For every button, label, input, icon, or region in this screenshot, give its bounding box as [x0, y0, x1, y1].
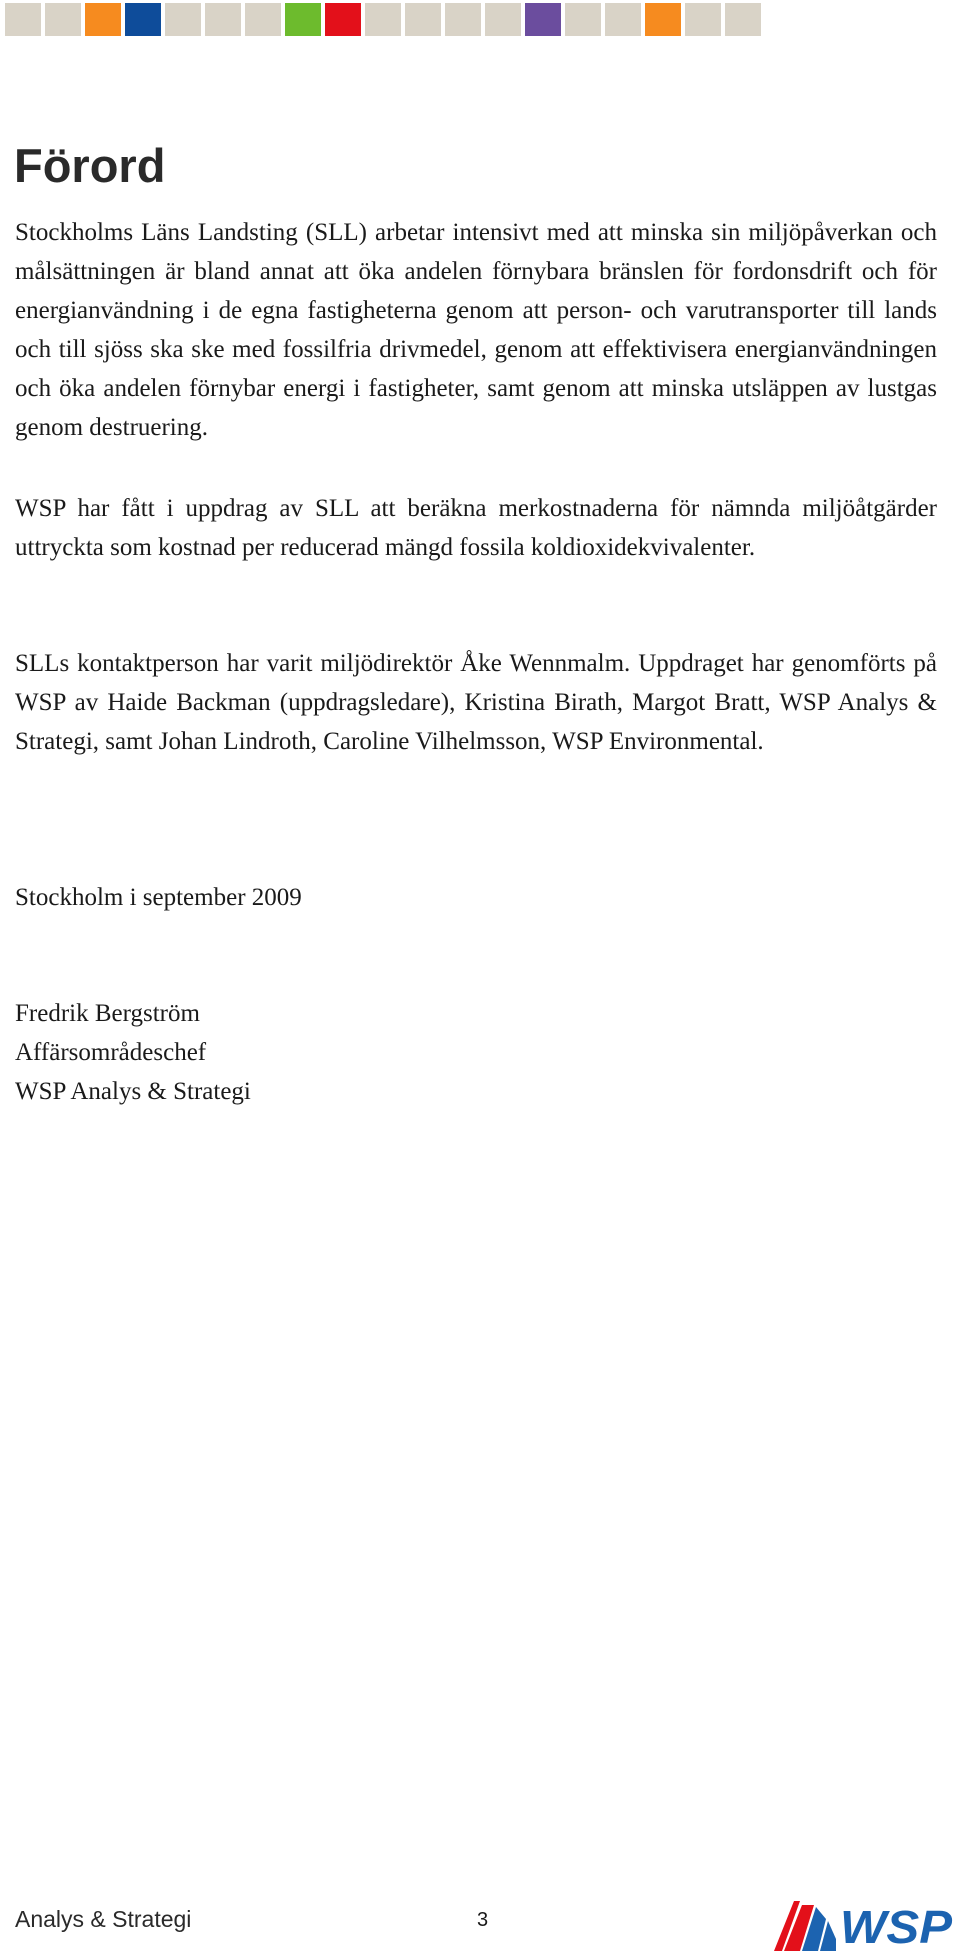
color-strip-square [5, 3, 41, 36]
wsp-logo [770, 1893, 955, 1953]
color-strip-square [165, 3, 201, 36]
color-strip-header [5, 3, 761, 36]
color-strip-square [725, 3, 761, 36]
color-strip-square [605, 3, 641, 36]
signature-name: Fredrik Bergström [15, 1000, 200, 1027]
color-strip-square [205, 3, 241, 36]
color-strip-square [685, 3, 721, 36]
color-strip-square [125, 3, 161, 36]
paragraph-intro: Stockholms Läns Landsting (SLL) arbetar intensivt med att minska sin miljöpåverkan och målsättningen är bland annat att öka andelen förnybara bränslen för fordonsdrift och för energianvändning i de egna fastigheterna genom att person- och varutransporter till lands och till sjöss ska ske med fossilfria drivmedel, genom att effektivisera energianvändningen och öka andelen förnybar energi i fastigheter, samt genom att minska utsläppen av lustgas genom destruering. [15, 219, 937, 441]
page-number: 3 [477, 1909, 489, 1931]
paragraph-assignment: WSP har fått i uppdrag av SLL att beräkna merkostnaderna för nämnda miljöåtgärder uttryckta som kostnad per reducerad mängd fossila koldioxidekvivalenter. [15, 495, 937, 561]
logo-wordmark: WSP [840, 1901, 953, 1953]
color-strip-square [525, 3, 561, 36]
color-strip-square [85, 3, 121, 36]
page-title: Förord [14, 139, 166, 192]
color-strip-square [565, 3, 601, 36]
color-strip-square [325, 3, 361, 36]
signature-role: Affärsområdeschef [15, 1039, 207, 1066]
place-date: Stockholm i september 2009 [15, 884, 302, 911]
color-strip-square [285, 3, 321, 36]
color-strip-square [365, 3, 401, 36]
paragraph-contacts: SLLs kontaktperson har varit miljödirektör Åke Wennmalm. Uppdraget har genomförts på WSP av Haide Backman (uppdragsledare), Kristina Birath, Margot Bratt, WSP Analys & Strategi, samt Johan Lindroth, Caroline Vilhelmsson, WSP Environmental. [15, 650, 937, 755]
footer-label: Analys & Strategi [15, 1906, 192, 1932]
signature-org: WSP Analys & Strategi [15, 1078, 251, 1105]
color-strip-square [45, 3, 81, 36]
color-strip-square [405, 3, 441, 36]
color-strip-square [245, 3, 281, 36]
color-strip-square [645, 3, 681, 36]
color-strip-square [445, 3, 481, 36]
color-strip-square [485, 3, 521, 36]
signature-block [15, 994, 937, 1111]
